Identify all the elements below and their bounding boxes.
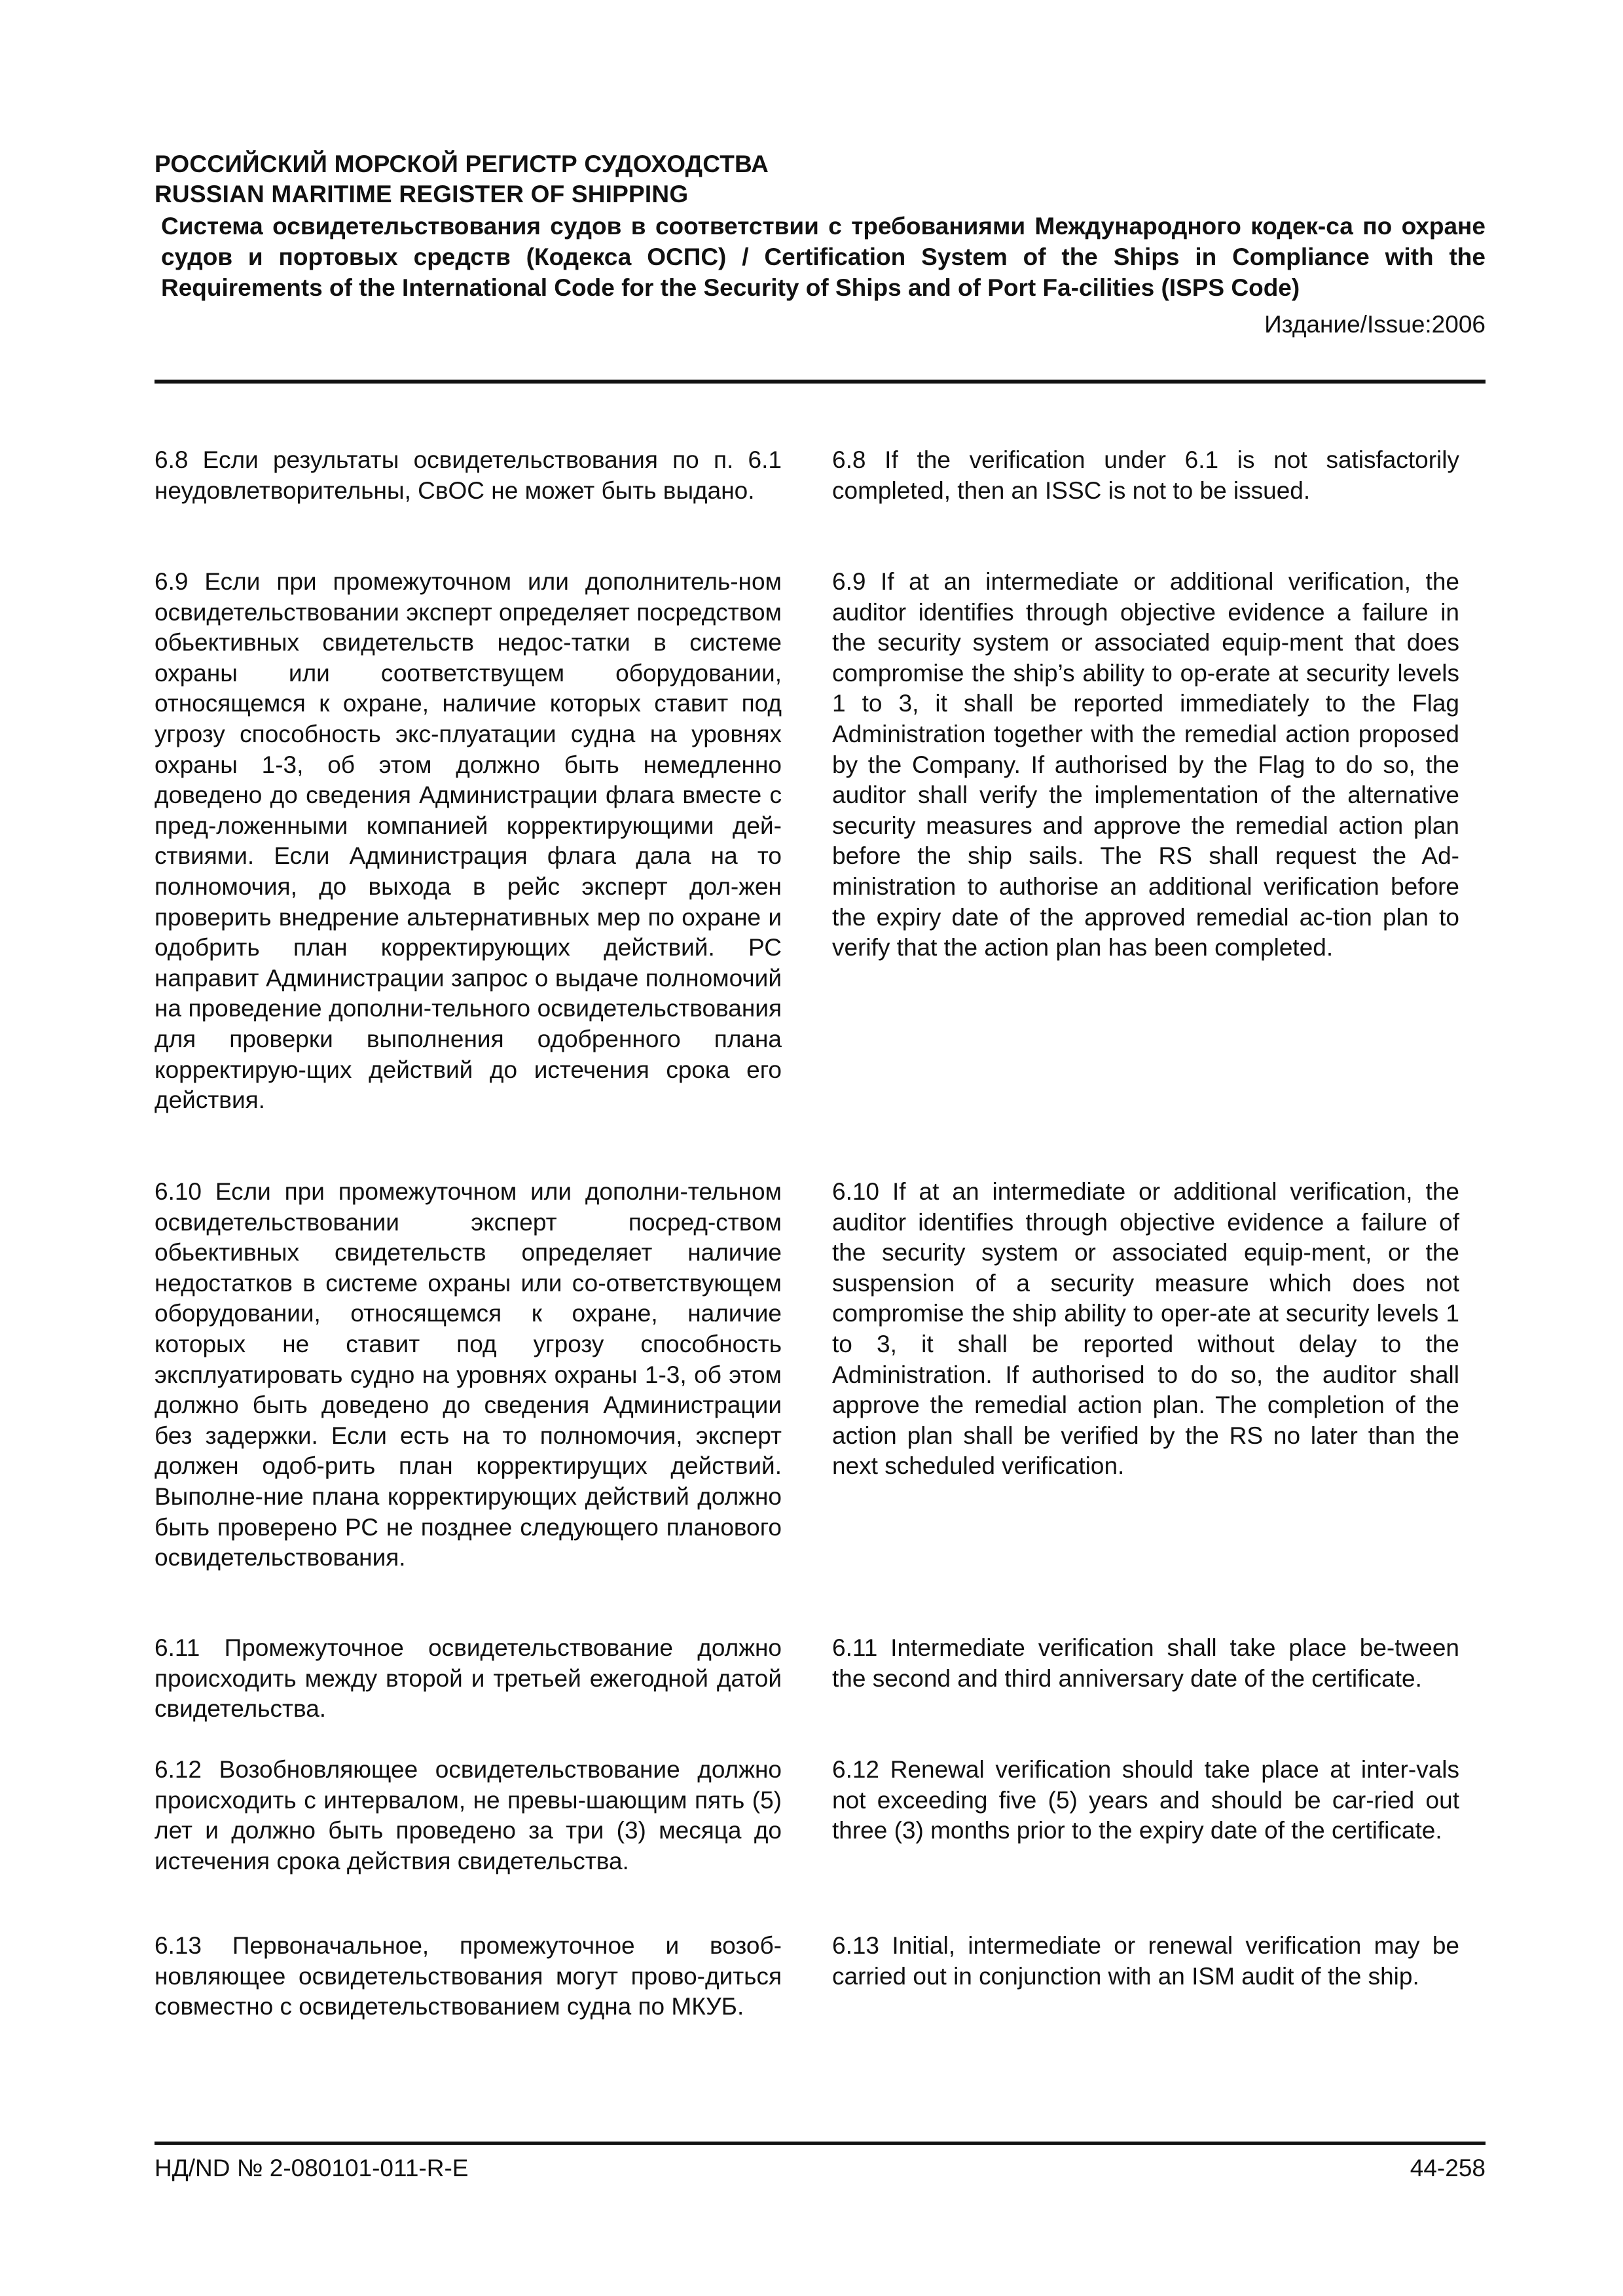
document-number: НД/ND № 2-080101-011-R-E [155, 2155, 469, 2181]
section-text-ru: 6.12 Возобновляющее освидетельствование должно происходить с интервалом, не превы-шающим пять (5) лет и должно быть проведено за три (3) месяца до истечения срока действия свидетельства. [155, 1756, 782, 1874]
edition-label: Издание/Issue:2006 [1264, 311, 1486, 338]
section-text-en: 6.9 If at an intermediate or additional verification, the auditor identifies through objective evidence a failure in the security system or associated equip-ment that does compromise the ship’s ability to op-erate at security levels 1 to 3, it shall be reported immediately to the Flag Administration together with the remedial action proposed by the Company. If authorised by the Flag to do so, the auditor shall verify the implementation of the alternative security measures and approve the remedial action plan before the ship sails. The RS shall request the Ad-ministration to authorise an additional verification before the expiry date of the approved remedial ac-tion plan to verify that the action plan has been completed. [832, 568, 1459, 961]
section-text-ru: 6.10 Если при промежуточном или дополни-тельном освидетельствовании эксперт посред-ством обьективных свидетельств определяет наличие недостатков в системе охраны или со-ответствующем оборудовании, относящемся к охране, наличие которых не ставит под угрозу способность эксплуатировать судно на уровнях охраны 1-3, об этом должно быть доведено до сведения Администрации без задержки. Если есть на то полномочия, эксперт должен одоб-рить план корректирущих действий. Выполне-ние плана корректирующих действий должно быть проверено РС не позднее следующего планового освидетельствования. [155, 1178, 782, 1571]
organization-name-en: RUSSIAN MARITIME REGISTER OF SHIPPING [155, 181, 689, 207]
page-header [155, 149, 1486, 340]
section-text-en: 6.12 Renewal verification should take place at inter-vals not exceeding five (5) years and should be car-ried out three (3) months prior to the expiry date of the certificate. [832, 1756, 1459, 1844]
section-text-en: 6.8 If the verification under 6.1 is not satisfactorily completed, then an ISSC is not to be issued. [832, 446, 1459, 504]
section-text-en: 6.13 Initial, intermediate or renewal verification may be carried out in conjunction with an ISM audit of the ship. [832, 1932, 1459, 1990]
section-text-en: 6.10 If at an intermediate or additional verification, the auditor identifies through objective evidence a failure of the security system or associated equip-ment, or the suspension of a security measure which does not compromise the ship ability to oper-ate at security levels 1 to 3, it shall be reported without delay to the Administration. If authorised to do so, the auditor shall approve the remedial action plan. The completion of the action plan shall be verified by the RS no later than the next scheduled verification. [832, 1178, 1459, 1480]
header-divider [155, 380, 1486, 384]
section-text-ru: 6.9 Если при промежуточном или дополнитель-ном освидетельствовании эксперт определяет посредством обьективных свидетельств недос-татки в системе охраны или соответствущем оборудовании, относящемся к охране, наличие которых ставит под угрозу способность экс-плуатации судна на уровнях охраны 1-3, об этом должно быть немедленно доведено до сведения Администрации флага вместе с пред-ложенными компанией корректирующими дей-ствиями. Если Администрация флага дала на то полномочия, до выхода в рейс эксперт дол-жен проверить внедрение альтернативных мер по охране и одобрить план корректирующих действий. РС направит Администрации запрос о выдаче полномочий на проведение дополни-тельного освидетельствования для проверки выполнения одобренного плана корректирую-щих действий до истечения срока его действия. [155, 568, 782, 1114]
document-title: Система освидетельствования судов в соответствии с требованиями Международного кодек-са по охране судов и портовых средств (Кодекса ОСПС) / Certification System of the Ships in Compliance with the Requirements of the International Code for the Security of Ships and of Port Fa-cilities (ISPS Code) [161, 213, 1486, 301]
section-text-ru: 6.11 Промежуточное освидетельствование должно происходить между второй и третьей ежегодной датой свидетельства. [155, 1634, 782, 1723]
section-text-en: 6.11 Intermediate verification shall take place be-tween the second and third anniversary date of the certificate. [832, 1634, 1459, 1692]
footer-divider [155, 2142, 1486, 2145]
organization-name-ru: РОССИЙСКИЙ МОРСКОЙ РЕГИСТР СУДОХОДСТВА [155, 151, 769, 177]
section-text-ru: 6.8 Если результаты освидетельствования по п. 6.1 неудовлетворительны, СвОС не может быть выдано. [155, 446, 782, 504]
page-number: 44-258 [1410, 2155, 1486, 2181]
section-text-ru: 6.13 Первоначальное, промежуточное и возоб-новляющее освидетельствования могут прово-диться совместно с освидетельствованием судна по МКУБ. [155, 1932, 782, 2020]
